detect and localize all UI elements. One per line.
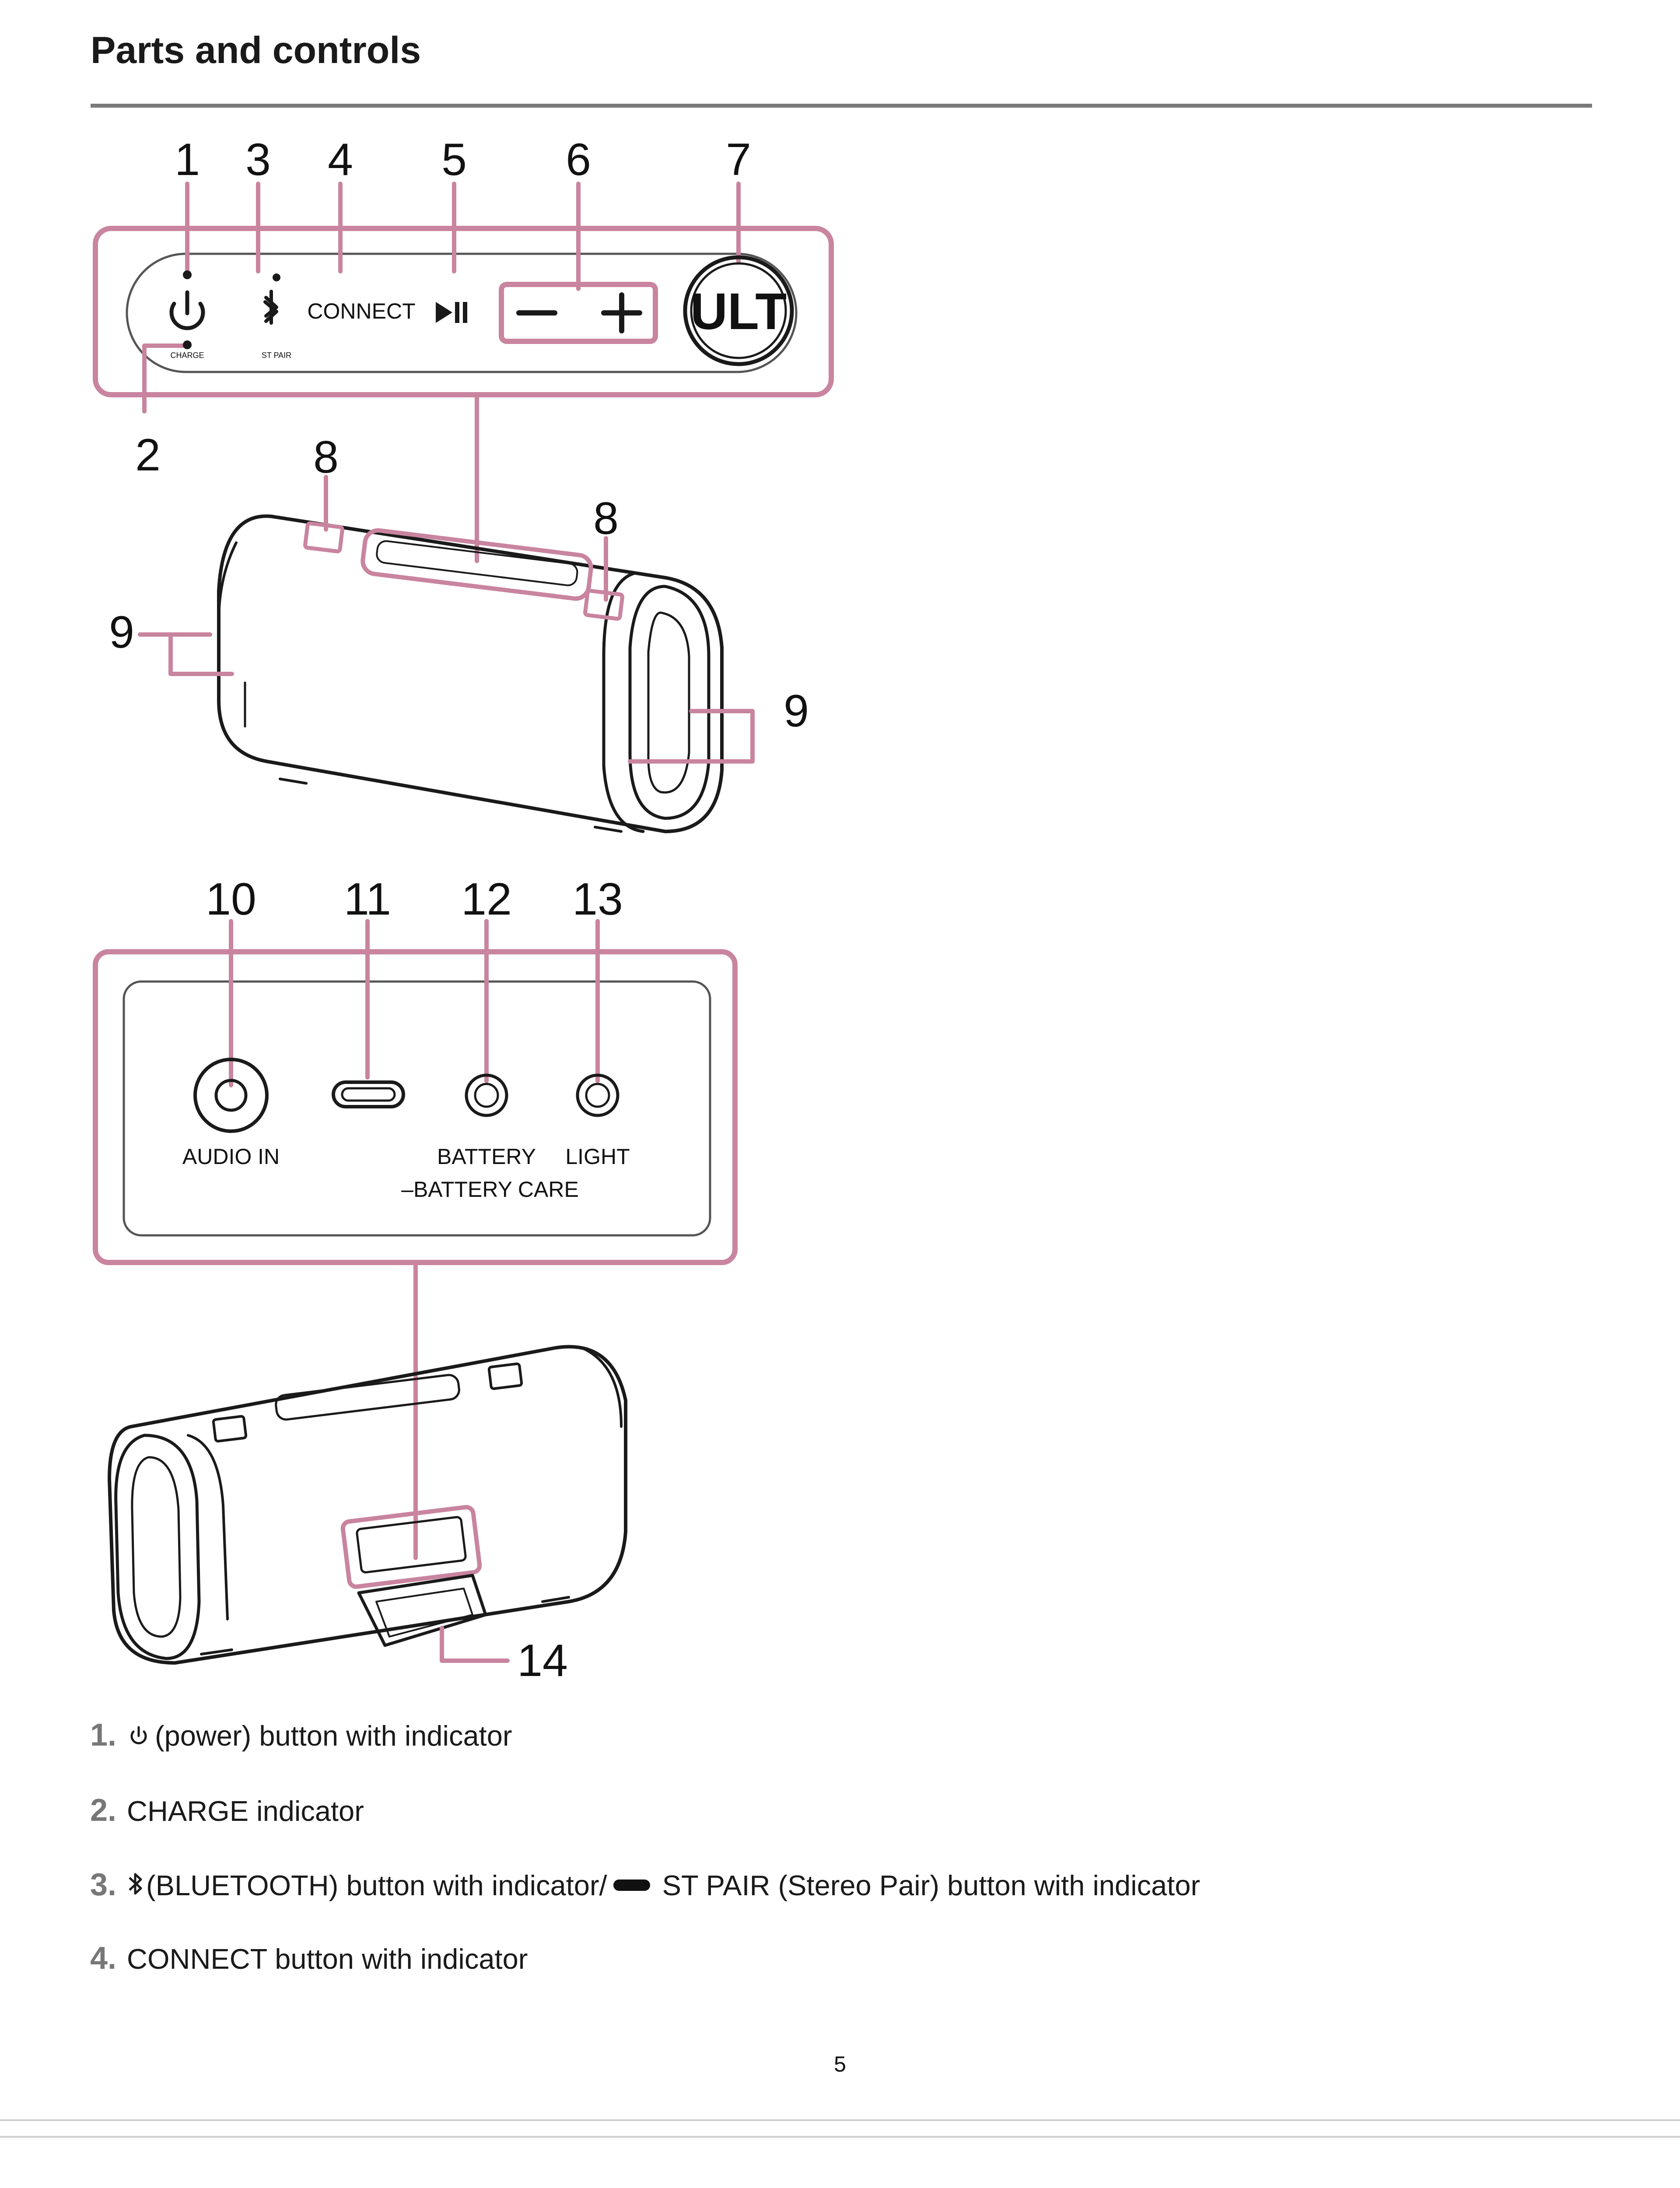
page-break: [0, 2119, 1680, 2138]
page-title: Parts and controls: [91, 29, 421, 71]
power-icon: [127, 1725, 150, 1748]
callout-9b: 9: [784, 686, 809, 736]
callout-10: 10: [206, 874, 256, 925]
callout-12: 12: [461, 874, 512, 925]
bluetooth-icon: [127, 1871, 144, 1898]
play-pause-icon: [436, 302, 467, 323]
list-item: [0, 1940, 528, 1976]
speaker-back-view: [109, 1347, 626, 1663]
callout-14: 14: [517, 1635, 568, 1686]
callout-5: 5: [441, 134, 467, 185]
list-item: [0, 1792, 364, 1828]
callout-1: 1: [175, 134, 200, 185]
label-charge: CHARGE: [170, 351, 204, 360]
label-battery-care: –BATTERY CARE: [401, 1177, 579, 1202]
label-connect: CONNECT: [307, 299, 416, 323]
power-icon: [172, 292, 203, 328]
hold-icon: [613, 1879, 650, 1891]
callout-6: 6: [566, 134, 591, 185]
callout-9a: 9: [109, 607, 134, 658]
item-text-2: ST PAIR (Stereo Pair) button with indicator: [662, 1869, 1200, 1901]
label-ult: ULT: [690, 283, 787, 340]
callout-8a: 8: [313, 432, 339, 483]
callout-7: 7: [726, 134, 751, 185]
callout-4: 4: [328, 134, 353, 185]
item-number: 3.: [90, 1867, 116, 1902]
callout-8b: 8: [593, 493, 619, 544]
item-text: CONNECT button with indicator: [127, 1943, 528, 1975]
speaker-top-view: [219, 516, 722, 831]
back-panel-callout-frame: [95, 952, 735, 1262]
bluetooth-icon: [265, 291, 276, 323]
usb-c-port: [333, 1082, 403, 1107]
item-text: (power) button with indicator: [155, 1720, 512, 1752]
item-text: (BLUETOOTH) button with indicator/: [146, 1869, 607, 1901]
callout-3: 3: [245, 134, 271, 185]
label-st-pair: ST PAIR: [261, 351, 292, 360]
page-number: 5: [834, 2052, 846, 2076]
item-number: 1.: [90, 1718, 116, 1753]
item-number: 4.: [90, 1941, 116, 1976]
item-text: CHARGE indicator: [127, 1795, 364, 1827]
list-item: [0, 1717, 512, 1753]
callout-13: 13: [572, 874, 623, 925]
label-audio-in: AUDIO IN: [182, 1144, 280, 1169]
label-light: LIGHT: [565, 1144, 630, 1169]
item-number: 2.: [90, 1793, 116, 1828]
label-battery: BATTERY: [437, 1144, 536, 1169]
callout-11: 11: [344, 874, 391, 925]
list-item: [0, 1867, 1200, 1903]
callout-2: 2: [135, 430, 161, 480]
